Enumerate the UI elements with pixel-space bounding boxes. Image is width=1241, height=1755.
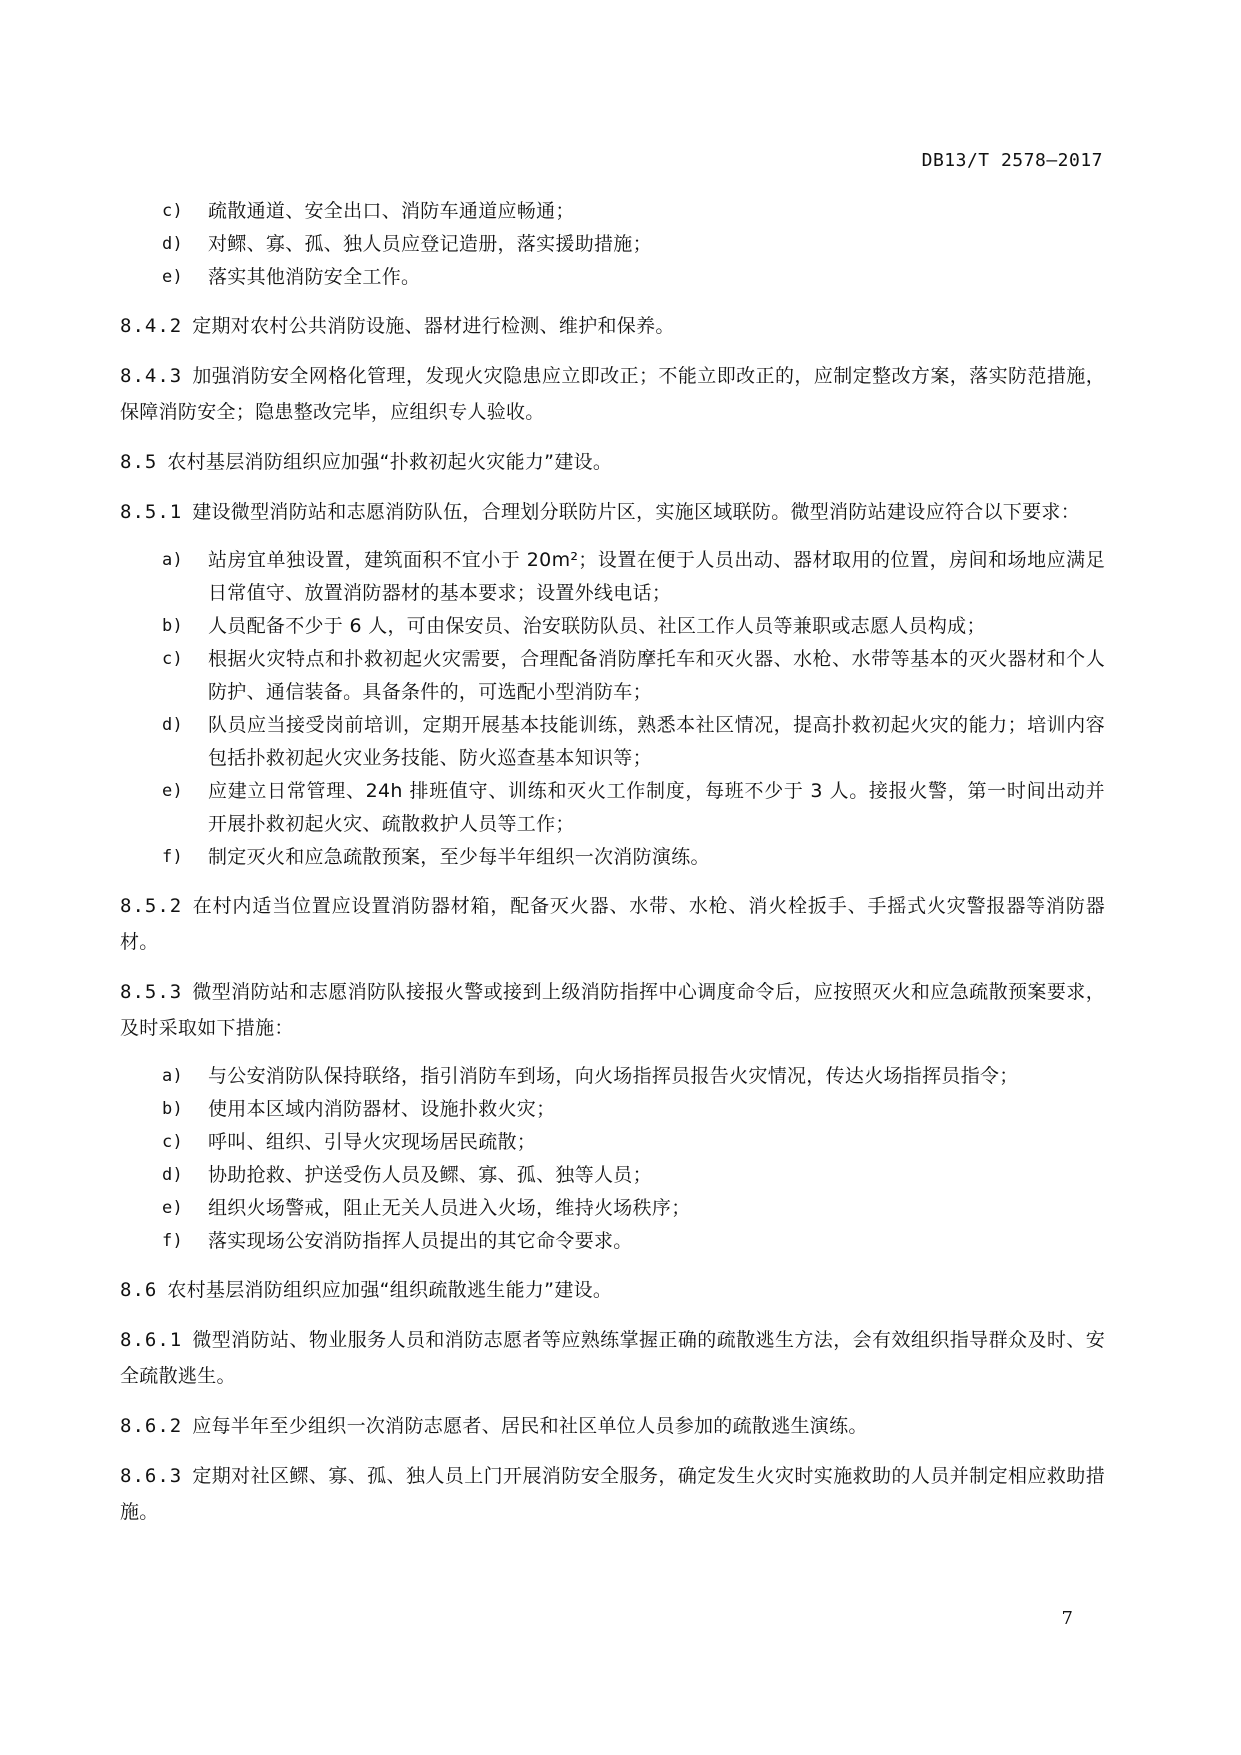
list-item-marker: d) (162, 234, 184, 254)
clause-text: 加强消防安全网格化管理，发现火灾隐患应立即改正；不能立即改正的，应制定整改方案，落实防范措施，保障消防安全；隐患整改完毕，应组织专人验收。 (120, 365, 1105, 423)
paragraph-spacer (120, 1258, 1105, 1272)
clause-number: 8.6.1 (120, 1329, 183, 1351)
clause-number: 8.5.2 (120, 895, 183, 917)
list-item-text: 人员配备不少于 6 人，可由保安员、治安联防队员、社区工作人员等兼职或志愿人员构成； (208, 615, 986, 637)
paragraph-spacer (120, 1308, 1105, 1322)
list-item (120, 775, 1105, 841)
clause-number: 8.5.3 (120, 981, 183, 1003)
list-item-text: 制定灭火和应急疏散预案，至少每半年组织一次消防演练。 (208, 846, 710, 868)
list-item-marker: a) (162, 1066, 184, 1086)
clause-text: 在村内适当位置应设置消防器材箱，配备灭火器、水带、水枪、消火栓扳手、手摇式火灾警报器等消防器材。 (120, 895, 1105, 953)
clause-text: 农村基层消防组织应加强“组织疏散逃生能力”建设。 (167, 1279, 613, 1301)
list-item-text: 根据火灾特点和扑救初起火灾需要，合理配备消防摩托车和灭火器、水枪、水带等基本的灭火器材和个人防护、通信装备。具备条件的，可选配小型消防车； (208, 648, 1105, 703)
list-item-text: 疏散通道、安全出口、消防车通道应畅通； (208, 200, 575, 222)
list-item-marker: b) (162, 616, 184, 636)
list-item (120, 195, 1105, 228)
list-item-text: 与公安消防队保持联络，指引消防车到场，向火场指挥员报告火灾情况，传达火场指挥员指令； (208, 1065, 1019, 1087)
list-item-marker: c) (162, 649, 184, 669)
list-item (120, 1192, 1105, 1225)
clause-paragraph (120, 358, 1105, 430)
standard-code: DB13/T 2578—2017 (921, 150, 1103, 171)
clause-number: 8.6 (120, 1279, 158, 1301)
list-item-marker: e) (162, 781, 184, 801)
clause-paragraph (120, 974, 1105, 1046)
document-body (120, 195, 1105, 1530)
list-item-marker: d) (162, 1165, 184, 1185)
page-number: 7 (1061, 1608, 1073, 1629)
list-item-marker: e) (162, 267, 184, 287)
clause-paragraph (120, 494, 1105, 530)
clause-paragraph (120, 444, 1105, 480)
list-item (120, 1093, 1105, 1126)
clause-text: 农村基层消防组织应加强“扑救初起火灾能力”建设。 (167, 451, 613, 473)
clause-paragraph (120, 308, 1105, 344)
paragraph-spacer (120, 874, 1105, 888)
clause-paragraph (120, 1458, 1105, 1530)
list-item (120, 228, 1105, 261)
list-item-marker: b) (162, 1099, 184, 1119)
list-spacer (120, 1046, 1105, 1060)
list-item (120, 1126, 1105, 1159)
item-list (120, 195, 1105, 294)
paragraph-spacer (120, 430, 1105, 444)
clause-number: 8.4.2 (120, 315, 183, 337)
list-item-marker: d) (162, 715, 184, 735)
list-item-text: 落实其他消防安全工作。 (208, 266, 421, 288)
list-item (120, 643, 1105, 709)
clause-number: 8.6.3 (120, 1465, 183, 1487)
list-item-text: 落实现场公安消防指挥人员提出的其它命令要求。 (208, 1230, 633, 1252)
list-item-marker: a) (162, 550, 184, 570)
clause-number: 8.4.3 (120, 365, 183, 387)
list-item (120, 1159, 1105, 1192)
list-item-marker: c) (162, 1132, 184, 1152)
item-list (120, 1060, 1105, 1258)
clause-paragraph (120, 1322, 1105, 1394)
clause-paragraph (120, 1408, 1105, 1444)
clause-number: 8.5 (120, 451, 158, 473)
clause-text: 微型消防站和志愿消防队接报火警或接到上级消防指挥中心调度命令后，应按照灭火和应急疏散预案要求，及时采取如下措施： (120, 981, 1105, 1039)
list-item (120, 1060, 1105, 1093)
clause-text: 微型消防站、物业服务人员和消防志愿者等应熟练掌握正确的疏散逃生方法，会有效组织指导群众及时、安全疏散逃生。 (120, 1329, 1105, 1387)
list-item-text: 使用本区域内消防器材、设施扑救火灾； (208, 1098, 556, 1120)
list-item (120, 841, 1105, 874)
clause-paragraph (120, 888, 1105, 960)
paragraph-spacer (120, 294, 1105, 308)
paragraph-spacer (120, 480, 1105, 494)
list-item-text: 队员应当接受岗前培训，定期开展基本技能训练，熟悉本社区情况，提高扑救初起火灾的能力；培训内容包括扑救初起火灾业务技能、防火巡查基本知识等； (208, 714, 1105, 769)
list-item-text: 对鳏、寡、孤、独人员应登记造册，落实援助措施； (208, 233, 652, 255)
list-item-marker: e) (162, 1198, 184, 1218)
list-item-text: 协助抢救、护送受伤人员及鳏、寡、孤、独等人员； (208, 1164, 652, 1186)
paragraph-spacer (120, 344, 1105, 358)
list-item (120, 1225, 1105, 1258)
list-item (120, 544, 1105, 610)
list-item-text: 应建立日常管理、24h 排班值守、训练和灭火工作制度，每班不少于 3 人。接报火警，第一时间出动并开展扑救初起火灾、疏散救护人员等工作； (208, 780, 1105, 835)
list-item-marker: f) (162, 1231, 184, 1251)
clause-text: 应每半年至少组织一次消防志愿者、居民和社区单位人员参加的疏散逃生演练。 (192, 1415, 868, 1437)
clause-paragraph (120, 1272, 1105, 1308)
list-item (120, 261, 1105, 294)
clause-text: 建设微型消防站和志愿消防队伍，合理划分联防片区，实施区域联防。微型消防站建设应符合以下要求： (192, 501, 1081, 523)
paragraph-spacer (120, 1444, 1105, 1458)
list-item-text: 组织火场警戒，阻止无关人员进入火场，维持火场秩序； (208, 1197, 691, 1219)
paragraph-spacer (120, 960, 1105, 974)
clause-text: 定期对农村公共消防设施、器材进行检测、维护和保养。 (192, 315, 675, 337)
list-item-marker: c) (162, 201, 184, 221)
list-item-marker: f) (162, 847, 184, 867)
clause-number: 8.6.2 (120, 1415, 183, 1437)
clause-text: 定期对社区鳏、寡、孤、独人员上门开展消防安全服务，确定发生火灾时实施救助的人员并制定相应救助措施。 (120, 1465, 1105, 1523)
list-item-text: 站房宜单独设置，建筑面积不宜小于 20m²；设置在便于人员出动、器材取用的位置，房间和场地应满足日常值守、放置消防器材的基本要求；设置外线电话； (208, 549, 1105, 604)
clause-number: 8.5.1 (120, 501, 183, 523)
paragraph-spacer (120, 1394, 1105, 1408)
item-list (120, 544, 1105, 874)
list-item-text: 呼叫、组织、引导火灾现场居民疏散； (208, 1131, 537, 1153)
list-spacer (120, 530, 1105, 544)
list-item (120, 709, 1105, 775)
list-item (120, 610, 1105, 643)
